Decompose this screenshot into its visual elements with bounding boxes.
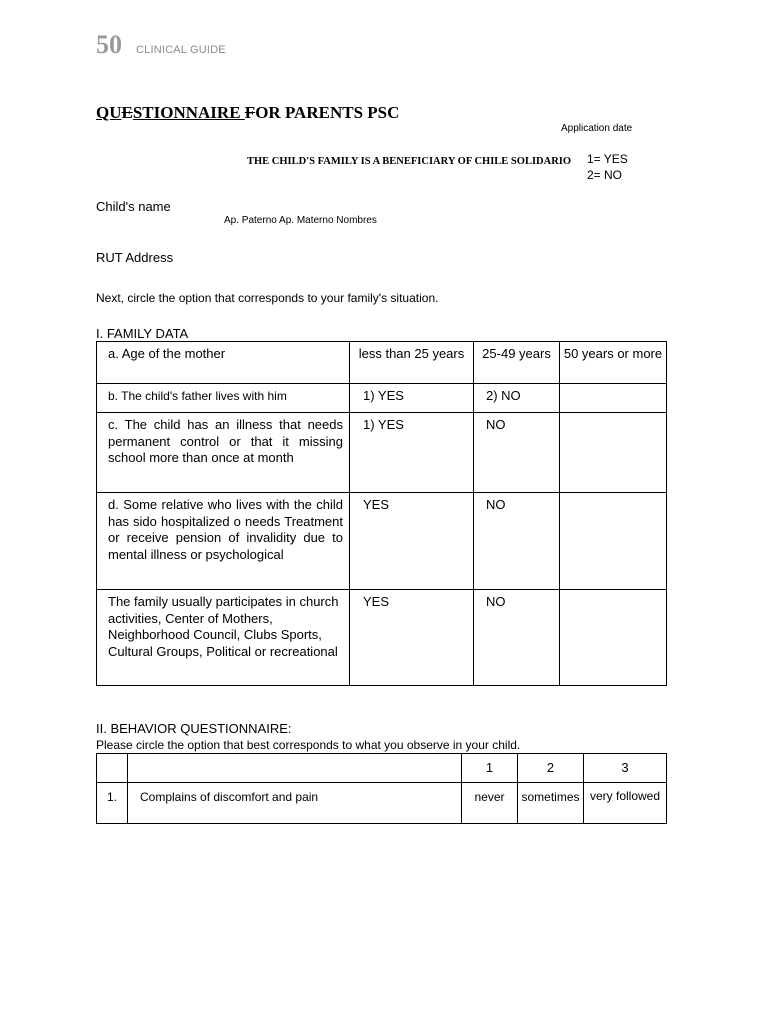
name-subfields: Ap. Paterno Ap. Materno Nombres <box>224 215 377 226</box>
rut-address-label: RUT Address <box>96 250 174 265</box>
table-row <box>97 384 667 413</box>
option-cell[interactable] <box>560 493 667 590</box>
scale-header: 2 <box>518 754 584 783</box>
beneficiary-option-no: 2= NO <box>587 168 623 182</box>
instruction-text: Next, circle the option that corresponds to your family's situation. <box>96 291 439 305</box>
scale-header: 1 <box>462 754 518 783</box>
family-data-table <box>96 341 667 686</box>
option-cell[interactable]: YES <box>350 590 474 686</box>
guide-label: CLINICAL GUIDE <box>136 44 226 56</box>
question-cell: c. The child has an illness that needs permanent control or that it missing school more than once at month <box>97 413 350 493</box>
option-cell[interactable]: 25-49 years <box>474 342 560 384</box>
option-cell[interactable]: NO <box>474 413 560 493</box>
option-cell[interactable]: YES <box>350 493 474 590</box>
section-heading-behavior: II. BEHAVIOR QUESTIONNAIRE: <box>96 721 292 736</box>
option-cell[interactable] <box>560 590 667 686</box>
behavior-instruction: Please circle the option that best corresponds to what you observe in your child. <box>96 738 521 752</box>
title-part: STIONNAIRE <box>132 103 245 122</box>
item-number: 1. <box>97 783 128 824</box>
option-cell[interactable]: NO <box>474 493 560 590</box>
section-heading-family-data: I. FAMILY DATA <box>96 326 189 341</box>
table-row <box>97 754 667 783</box>
application-date-label: Application date <box>561 123 633 134</box>
scale-header: 3 <box>584 754 667 783</box>
title-part: E <box>121 103 133 122</box>
page-title <box>96 103 399 123</box>
option-cell[interactable]: less than 25 years <box>350 342 474 384</box>
question-cell: The family usually participates in church activities, Center of Mothers, Neighborhood Council, Clubs Sports, Cultural Groups, Political or recreational <box>97 590 350 686</box>
header-cell <box>128 754 462 783</box>
option-cell[interactable]: 50 years or more <box>560 342 667 384</box>
question-cell: b. The child's father lives with him <box>97 384 350 413</box>
behavior-table <box>96 753 667 824</box>
answer-option[interactable]: sometimes <box>518 783 584 824</box>
option-cell[interactable]: 2) NO <box>474 384 560 413</box>
option-cell[interactable]: 1) YES <box>350 413 474 493</box>
table-row <box>97 783 667 824</box>
table-row <box>97 413 667 493</box>
option-cell[interactable]: 1) YES <box>350 384 474 413</box>
page-number: 50 <box>96 30 122 59</box>
question-cell: a. Age of the mother <box>97 342 350 384</box>
table-row <box>97 590 667 686</box>
beneficiary-option-yes: 1= YES <box>587 152 628 166</box>
header-cell <box>97 754 128 783</box>
title-part: QU <box>96 103 122 122</box>
item-text: Complains of discomfort and pain <box>128 783 462 824</box>
answer-option[interactable]: never <box>462 783 518 824</box>
title-part: F <box>244 103 256 122</box>
question-cell: d. Some relative who lives with the child has sido hospitalized o needs Treatment or receive pension of invalidity due to mental illness or psychological <box>97 493 350 590</box>
answer-option[interactable]: very followed <box>584 783 667 824</box>
table-row <box>97 342 667 384</box>
option-cell[interactable] <box>560 384 667 413</box>
child-name-label: Child's name <box>96 199 171 214</box>
title-part: OR PARENTS PSC <box>255 103 400 122</box>
table-row <box>97 493 667 590</box>
option-cell[interactable] <box>560 413 667 493</box>
beneficiary-question: THE CHILD'S FAMILY IS A BENEFICIARY OF CHILE SOLIDARIO <box>247 156 572 167</box>
option-cell[interactable]: NO <box>474 590 560 686</box>
